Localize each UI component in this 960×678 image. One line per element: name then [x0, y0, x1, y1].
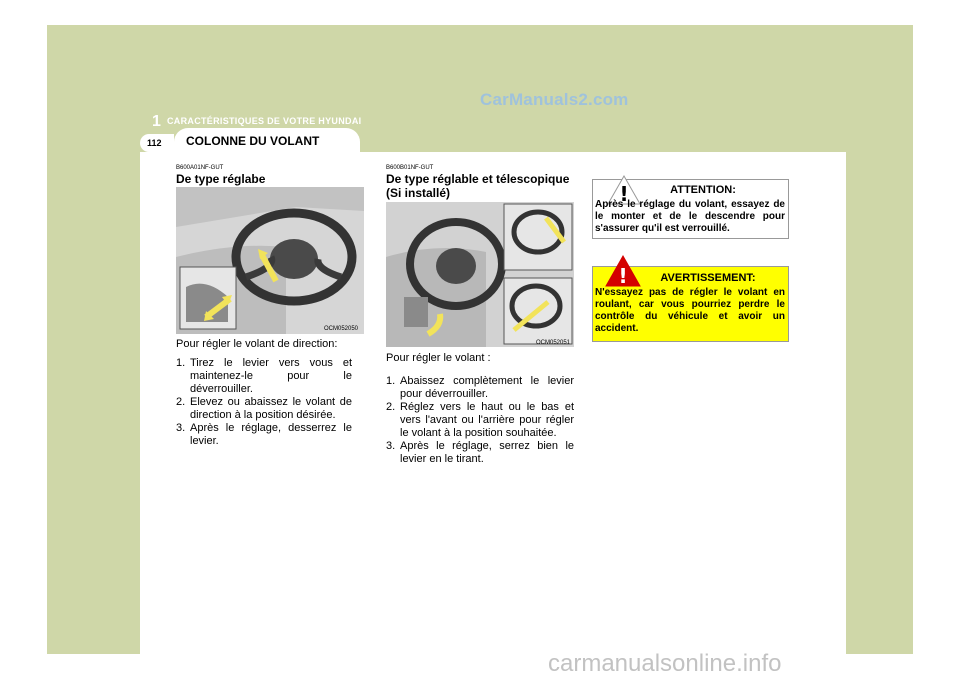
svg-text:!: !: [619, 182, 629, 205]
attention-title: ATTENTION:: [670, 184, 736, 196]
steering-wheel-telescopic-image: [386, 202, 574, 347]
warning-title: AVERTISSEMENT:: [660, 272, 756, 284]
section-title: COLONNE DU VOLANT: [186, 134, 320, 148]
attention-text: Après le réglage du volant, essayez de le monter et de le descendre pour s'assurer qu'il est verrouillé.: [595, 199, 785, 234]
middle-heading-line1: De type réglable et télescopique: [386, 172, 570, 186]
middle-heading-line2: (Si installé): [386, 186, 451, 200]
left-section-code: B600A01NF-GUT: [176, 165, 224, 171]
chapter-number: 1: [152, 113, 161, 130]
page-number: 112: [147, 138, 162, 148]
list-item: 1. Abaissez complètement le levier pour déverrouiller.: [386, 375, 574, 400]
list-item: 2. Réglez vers le haut ou le bas et vers l'avant ou l'arrière pour régler le volant à la position souhaitée.: [386, 401, 574, 439]
steering-wheel-tilt-image: [176, 187, 364, 334]
watermark-top[interactable]: CarManuals2.com: [480, 90, 629, 109]
list-item: 2. Elevez ou abaissez le volant de direction à la position désirée.: [176, 396, 352, 421]
list-item: 3. Après le réglage, serrez bien le levier en le tirant.: [386, 440, 574, 465]
warning-text: N'essayez pas de régler le volant en roulant, car vous pourriez perdre le contrôle du véhicule et avoir un accident.: [595, 287, 785, 334]
middle-image-code: OCM052051: [536, 340, 571, 346]
left-steps: [176, 357, 352, 448]
list-item: 1. Tirez le levier vers vous et maintenez-le pour le déverrouiller.: [176, 357, 352, 395]
middle-steps: [386, 375, 574, 466]
warning-box: [592, 266, 789, 342]
middle-intro: Pour régler le volant :: [386, 352, 491, 364]
watermark-bottom[interactable]: carmanualsonline.info: [548, 650, 782, 677]
middle-section-code: B600B01NF-GUT: [386, 165, 434, 171]
list-item: 3. Après le réglage, desserrez le levier.: [176, 422, 352, 447]
chapter-title: CARACTÉRISTIQUES DE VOTRE HYUNDAI: [167, 116, 362, 126]
left-heading: De type réglabe: [176, 172, 266, 186]
svg-text:!: !: [618, 264, 628, 287]
left-intro: Pour régler le volant de direction:: [176, 338, 338, 350]
attention-box: [592, 179, 789, 239]
left-image-code: OCM052050: [324, 326, 359, 332]
